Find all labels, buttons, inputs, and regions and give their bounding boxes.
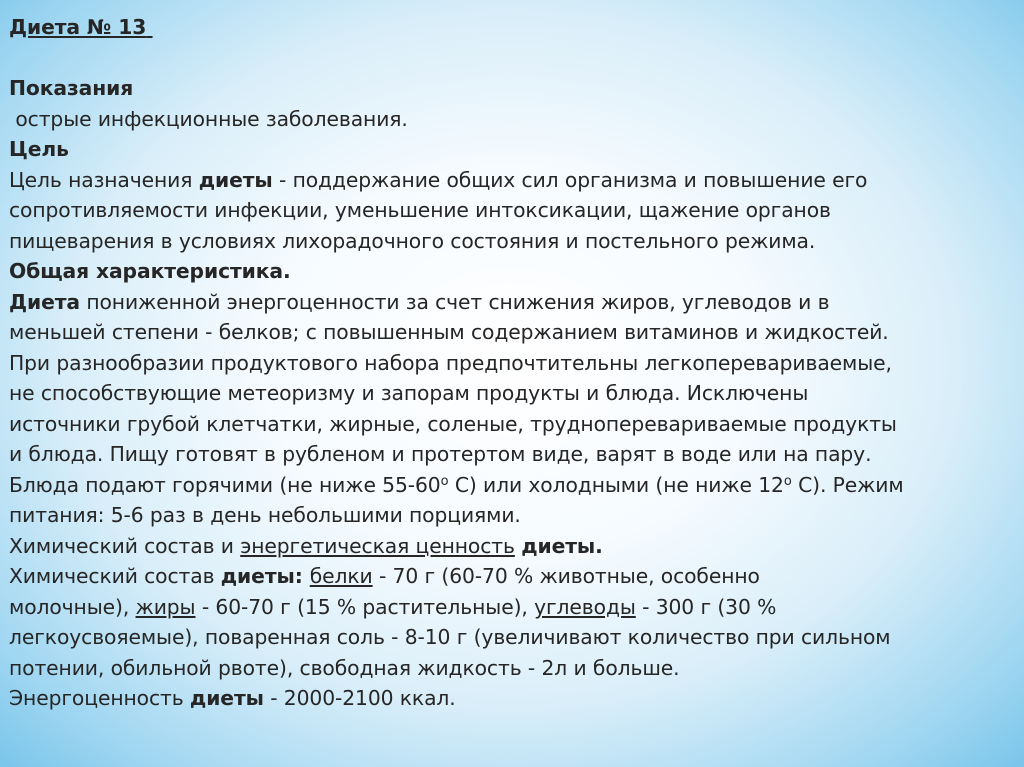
- slide-content: [9, 12, 1009, 714]
- slide-title: [9, 12, 1009, 43]
- chemical-line-5: Энергоценность диеты - 2000-2100 ккал.: [9, 686, 456, 710]
- chemical-heading: Химический состав и энергетическая ценность диеты.: [9, 533, 603, 558]
- general-line-2: меньшей степени - белков; с повышенным содержанием витаминов и жидкостей.: [9, 320, 889, 344]
- chemical-line-3: легкоусвояемые), поваренная соль - 8-10 г (увеличивают количество при сильном: [9, 625, 891, 649]
- goal-line-3: пищеварения в условиях лихорадочного состояния и постельного режима.: [9, 228, 816, 253]
- goal-line-1: Цель назначения диеты - поддержание общих сил организма и повышение его: [9, 167, 868, 192]
- general-line-1: Диета пониженной энергоценности за счет снижения жиров, углеводов и в: [9, 289, 830, 314]
- general-line-4: не способствующие метеоризму и запорам продукты и блюда. Исключены: [9, 381, 809, 405]
- general-line-5: источники грубой клетчатки, жирные, соленые, трудноперевариваемые продукты: [9, 411, 897, 436]
- chemical-line-4: потении, обильной рвоте), свободная жидкость - 2л и больше.: [9, 655, 680, 680]
- goal-heading: Цель: [9, 137, 69, 161]
- indications-heading: Показания: [9, 76, 134, 100]
- general-line-6: и блюда. Пищу готовят в рубленом и протертом виде, варят в воде или на пару.: [9, 442, 872, 466]
- chemical-line-2: молочные), жиры - 60-70 г (15 % растительные), углеводы - 300 г (30 %: [9, 594, 777, 619]
- title-trail: [146, 15, 152, 39]
- indications-text: острые инфекционные заболевания.: [9, 106, 408, 131]
- general-line-3: При разнообразии продуктового набора предпочтительны легкоперевариваемые,: [9, 350, 892, 375]
- chemical-line-1: Химический состав диеты: белки - 70 г (60-70 % животные, особенно: [9, 564, 760, 588]
- general-line-7: Блюда подают горячими (не ниже $55-60^о$ С) или холодными (не ниже $12^о$ С). Режим: [9, 472, 904, 497]
- title-text: Диета № 13: [9, 15, 147, 39]
- general-line-8: питания: 5-6 раз в день небольшими порциями.: [9, 503, 521, 527]
- goal-line-2: сопротивляемости инфекции, уменьшение интоксикации, щажение органов: [9, 198, 831, 222]
- general-heading: Общая характеристика.: [9, 259, 291, 283]
